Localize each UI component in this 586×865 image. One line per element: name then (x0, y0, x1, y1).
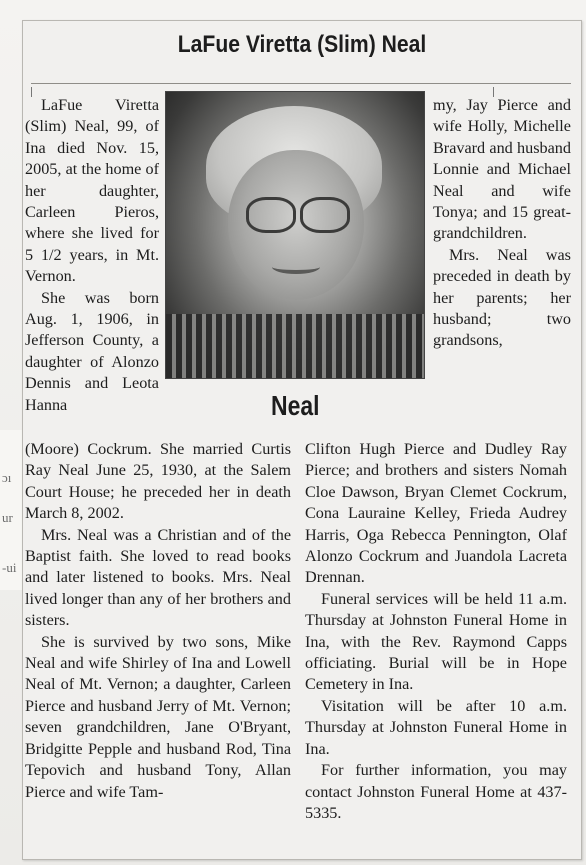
paragraph: Visitation will be after 10 a.m. Thursday at Johnston Funeral Home in Ina. (305, 696, 567, 758)
paragraph: my, Jay Pierce and wife Holly, Michelle Bravard and husband Lonnie and Michael Neal and wife Tonya; and 15 great-grandchildren. (433, 96, 571, 243)
paragraph: Mrs. Neal was preceded in death by her parents; her husband; two grandsons, (433, 245, 571, 350)
column-right-top (433, 95, 571, 352)
column-right-bottom (305, 439, 567, 824)
photo-mouth (272, 260, 320, 274)
headline-rule (31, 83, 571, 84)
photo-glasses-right (300, 197, 350, 233)
fragment-text: ɔı (2, 470, 12, 485)
adjacent-clipping-fragment (0, 430, 23, 590)
column-left-top (25, 95, 159, 416)
paragraph: LaFue Viretta (Slim) Neal, 99, of Ina died Nov. 15, 2005, at the home of her daughter, Carleen Pieros, where she lived for 5 1/2 years, in Mt. Vernon. (25, 96, 159, 286)
fragment-text: -ui (2, 560, 17, 575)
paragraph: (Moore) Cockrum. She married Curtis Ray Neal June 25, 1930, at the Salem Court House; he preceded her in death March 8, 2002. (25, 440, 291, 523)
obituary-clipping (22, 20, 582, 860)
paragraph: Mrs. Neal was a Christian and of the Baptist faith. She loved to read books and later listened to books. Mrs. Neal lived longer than any of her brothers and sisters. (25, 525, 291, 630)
photo-glasses-left (246, 197, 296, 233)
photo-shirt (166, 314, 424, 379)
photo-caption: Neal (271, 390, 320, 421)
paragraph: Clifton Hugh Pierce and Dudley Ray Pierce; and brothers and sisters Nomah Cloe Dawson, Bryan Clemet Cockrum, Cona Lauraine Kelley, Frieda Audrey Harris, Oga Rebecca Pennington, Olaf Alonzo Cockrum and Juandola Lacreta Drennan. (305, 440, 567, 587)
headline: LaFue Viretta (Slim) Neal (177, 31, 427, 58)
portrait-photo (165, 91, 425, 379)
fragment-text: ur (2, 510, 13, 525)
paragraph: Funeral services will be held 11 a.m. Thursday at Johnston Funeral Home in Ina, with the Rev. Raymond Capps officiating. Burial will be in Hope Cemetery in Ina. (305, 589, 567, 694)
paragraph: She is survived by two sons, Mike Neal and wife Shirley of Ina and Lowell Neal of Mt. Vernon; a daughter, Carleen Pierce and husband Jerry of Mt. Vernon; seven grandchildren, Jane O'Bryant, Bridgitte Pepple and husband Rod, Tina Tepovich and husband Tony, Allan Pierce and wife Tam- (25, 632, 291, 801)
paragraph: She was born Aug. 1, 1906, in Jefferson County, a daughter of Alonzo Dennis and Leota Hanna (25, 288, 159, 414)
paragraph: For further information, you may contact Johnston Funeral Home at 437-5335. (305, 761, 567, 822)
column-left-bottom (25, 439, 291, 803)
